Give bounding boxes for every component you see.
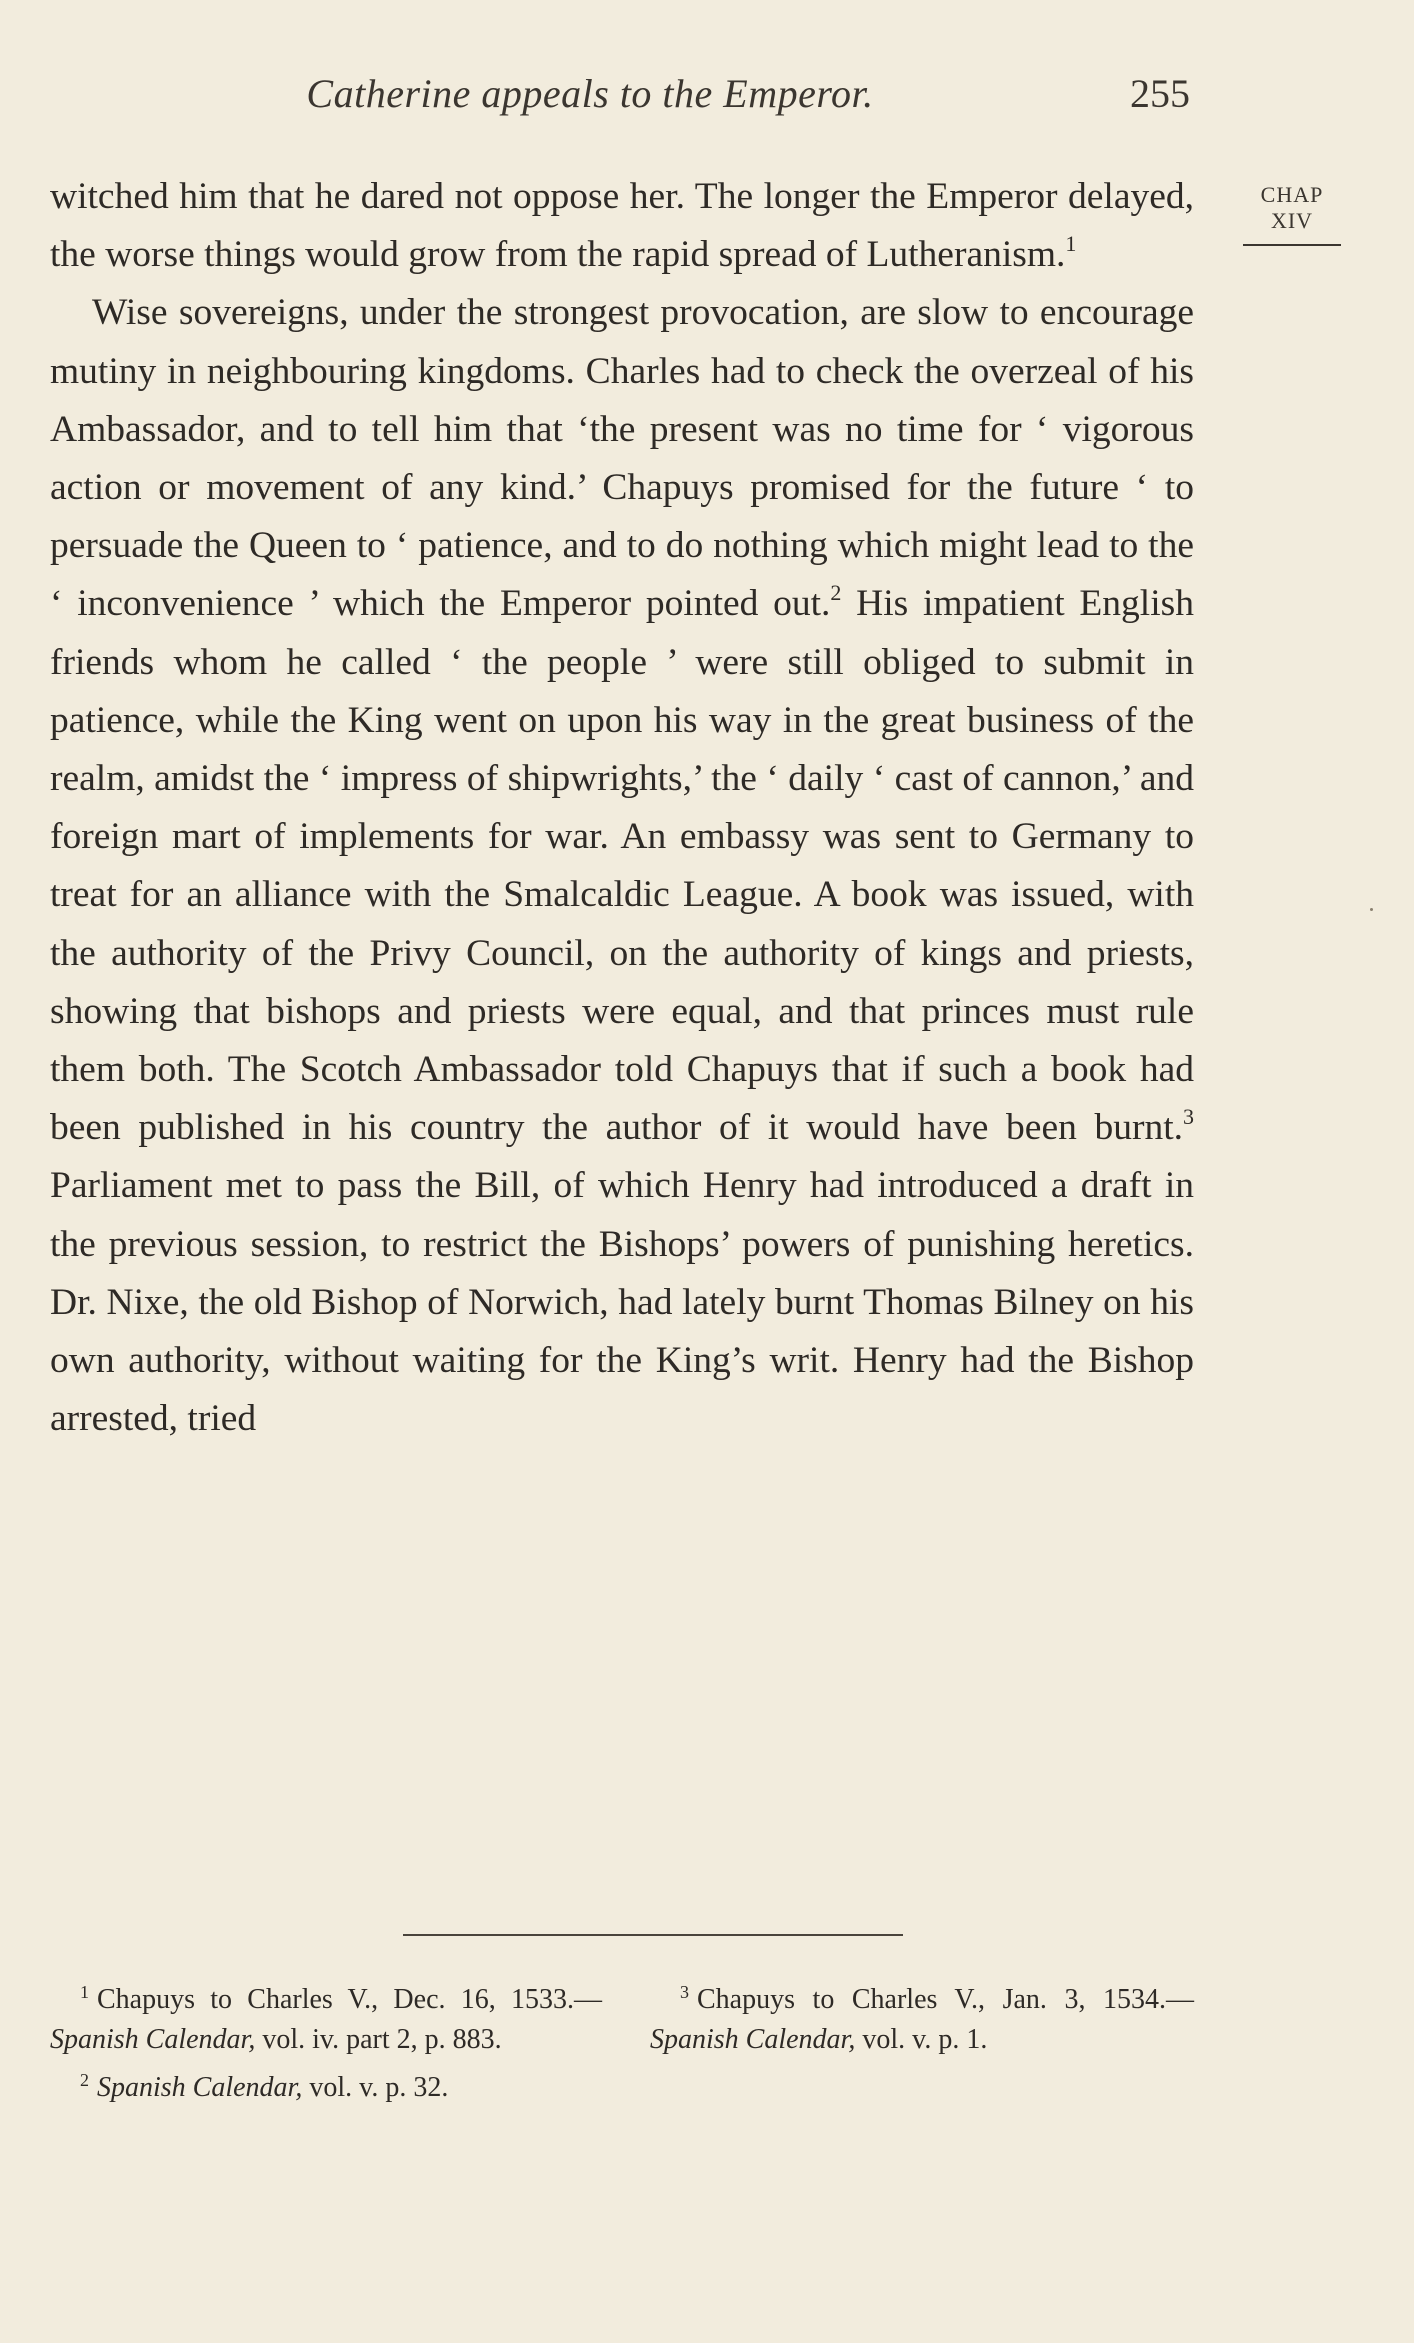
footnote-3-text-a: Chapuys to Charles V., Jan. 3, 1534.—	[697, 1984, 1194, 2015]
paragraph-2	[50, 284, 1194, 1448]
footnote-2-text-b: vol. v. p. 32.	[302, 2072, 449, 2103]
footnote-ref-1: 1	[1065, 231, 1077, 257]
footnote-1-text-a: Chapuys to Charles V., Dec. 16, 1533.—	[97, 1984, 602, 2015]
footnote-1	[50, 1972, 602, 2060]
footnote-3-title: Spanish Calendar,	[650, 2024, 856, 2055]
paragraph-2-text-a: Wise sovereigns, under the strongest provocation, are slow to encourage mutiny in neighbouring kingdoms. Charles had to check the overzeal of his Ambassador, and to tell him that ‘the present was no time for ‘ vigorous action or movement of any kind.’ Chapuys promised for the future ‘ to persuade the Queen to ‘ patience, and to do nothing which might lead to the ‘ inconvenience ’ which the Emperor pointed out.	[50, 292, 1194, 625]
chapter-label: CHAP	[1260, 182, 1324, 207]
footnotes-left-column	[50, 1972, 602, 2108]
footnote-2-title: Spanish Calendar,	[97, 2072, 303, 2103]
footnote-ref-3: 3	[1183, 1104, 1194, 1130]
footnote-separator	[403, 1934, 903, 1936]
footnote-3	[650, 1972, 1194, 2060]
footnote-3-number: 3	[680, 1982, 689, 2002]
running-title: Catherine appeals to the Emperor.	[306, 71, 874, 116]
footnote-2	[50, 2060, 602, 2108]
footnotes-right-column	[650, 1972, 1194, 2060]
paper-speck	[1370, 908, 1373, 911]
footnote-1-text-b: vol. iv. part 2, p. 883.	[255, 2024, 502, 2055]
footnote-1-title: Spanish Calendar,	[50, 2024, 256, 2055]
running-head	[50, 70, 1190, 130]
paragraph-2-text-b: His impatient English friends whom he called ‘ the people ’ were still obliged to submit in patience, while the King went on upon his way in the great business of the realm, amidst the ‘ impress of shipwrights,’ the ‘ daily ‘ cast of cannon,’ and foreign mart of implements for war. An embassy was sent to Germany to treat for an alliance with the Smalcaldic League. A book was issued, with the authority of the Privy Council, on the authority of kings and priests, showing that bishops and priests were equal, and that princes must rule them both. The Scotch Ambassador told Chapuys that if such a book had been published in his country the author of it would have been burnt.	[50, 583, 1194, 1149]
footnote-ref-2: 2	[830, 580, 842, 606]
page-number: 255	[1130, 71, 1190, 116]
paragraph-1-text: witched him that he dared not oppose her. The longer the Emperor delayed, the worse things would grow from the rapid spread of Lutheranism.	[50, 176, 1194, 276]
paragraph-2-text-c: Parliament met to pass the Bill, of which Henry had introduced a draft in the previous session, to restrict the Bishops’ powers of punishing heretics. Dr. Nixe, the old Bishop of Norwich, had lately burnt Thomas Bilney on his own authority, without waiting for the King’s writ. Henry had the Bishop arrested, tried	[50, 1165, 1194, 1440]
footnote-1-number: 1	[80, 1982, 89, 2002]
paragraph-1	[50, 168, 1194, 284]
chapter-numeral: XIV	[1270, 208, 1314, 233]
footnote-3-text-b: vol. v. p. 1.	[855, 2024, 988, 2055]
body-text	[50, 168, 1194, 1448]
footnote-2-number: 2	[80, 2070, 89, 2090]
chapter-margin-note	[1242, 182, 1342, 246]
margin-rule	[1243, 244, 1341, 246]
